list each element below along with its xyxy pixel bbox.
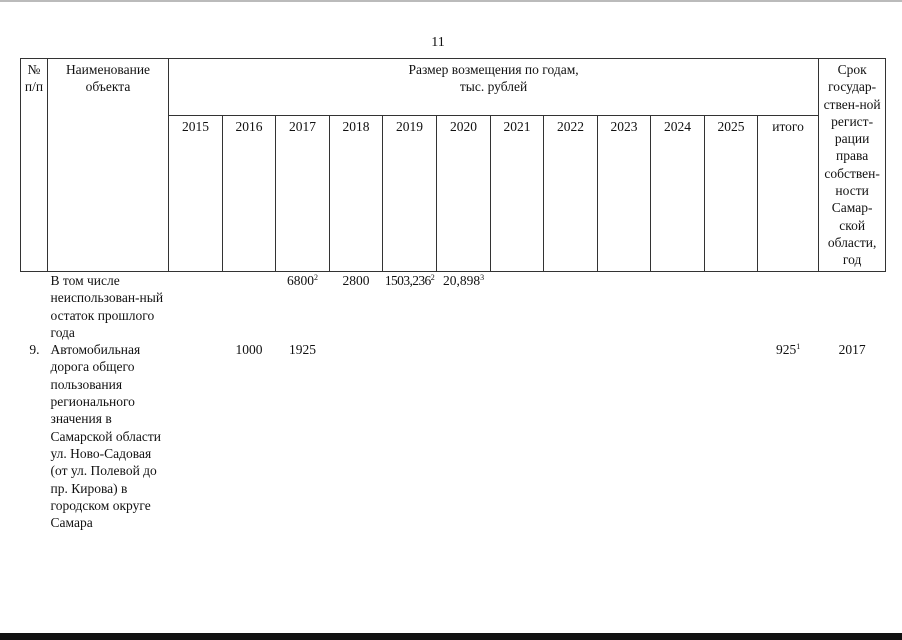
- header-year-2015: 2015: [169, 116, 223, 272]
- header-amount: [169, 59, 819, 116]
- header-year-2016: 2016: [223, 116, 276, 272]
- header-year-2021: 2021: [491, 116, 544, 272]
- cell-value: 1925: [289, 342, 316, 358]
- scan-bottom-edge: [0, 633, 902, 640]
- header-amount-line1: Размер возмещения по годам,: [408, 62, 579, 77]
- cell-2021: [491, 272, 544, 342]
- cell-value: 6800: [287, 273, 314, 288]
- footnote-mark: 1: [796, 342, 801, 352]
- cell-value: 2800: [342, 273, 370, 288]
- cell-total: [758, 272, 819, 342]
- header-year-2024: 2024: [651, 116, 705, 272]
- header-year-2017: 2017: [276, 116, 330, 272]
- cell-2024: [651, 341, 705, 531]
- cell-2016: [223, 272, 276, 342]
- table-row: [21, 341, 886, 531]
- cell-2025: [705, 341, 758, 531]
- header-year-2025: 2025: [705, 116, 758, 272]
- cell-2019: [383, 272, 437, 342]
- cell-value: 925: [775, 342, 797, 358]
- footnote-mark: 2: [314, 273, 318, 282]
- row-name: Автомобильная дорога общего пользования регионального значения в Самарской области ул. Ново-Садовая (от ул. Полевой до пр. Кирова) в городском округе Самара: [50, 342, 162, 531]
- header-deadline: [819, 59, 886, 272]
- header-number: [21, 59, 48, 272]
- footnote-mark: 3: [480, 273, 485, 282]
- row-number: [21, 272, 48, 342]
- table-row: [21, 272, 886, 342]
- header-year-2022: 2022: [544, 116, 598, 272]
- cell-total: [758, 341, 819, 531]
- header-year-2018: 2018: [330, 116, 383, 272]
- table-body: [21, 272, 886, 532]
- header-number-text: № п/п: [24, 62, 44, 95]
- cell-2017: [276, 341, 330, 531]
- cell-2021: [491, 341, 544, 531]
- scan-top-edge: [0, 0, 902, 2]
- compensation-table: [20, 58, 886, 531]
- cell-2017: [276, 272, 330, 342]
- header-year-2023: 2023: [598, 116, 651, 272]
- cell-2024: [651, 272, 705, 342]
- cell-2020: [437, 272, 491, 342]
- cell-deadline: [819, 272, 886, 342]
- cell-2020: [437, 341, 491, 531]
- row-name: В том числе неиспользован-ный остаток прошлого года: [50, 273, 164, 340]
- header-year-2019: 2019: [383, 116, 437, 272]
- cell-2022: [544, 341, 598, 531]
- cell-value: 1503,236: [384, 273, 431, 288]
- header-name-text: Наименование объекта: [65, 62, 151, 95]
- cell-2022: [544, 272, 598, 342]
- cell-2018: [330, 341, 383, 531]
- header-deadline-text: Срок государ-ствен-ной регист-рации права собствен-ности Самар-ской области, год: [823, 62, 881, 268]
- cell-2015: [169, 341, 223, 531]
- cell-value: 1000: [235, 342, 263, 358]
- cell-2019: [383, 341, 437, 531]
- cell-2018: [330, 272, 383, 342]
- cell-2023: [598, 341, 651, 531]
- footnote-mark: 2: [430, 273, 435, 282]
- table-header: [21, 59, 886, 272]
- header-year-2020: 2020: [437, 116, 491, 272]
- cell-2023: [598, 272, 651, 342]
- cell-value: 20,898: [442, 273, 481, 288]
- header-total: итого: [758, 116, 819, 272]
- cell-2016: [223, 341, 276, 531]
- cell-2025: [705, 272, 758, 342]
- header-amount-line2: тыс. рублей: [459, 79, 528, 95]
- cell-deadline: 2017: [838, 342, 866, 358]
- header-name: [48, 59, 169, 272]
- row-number: 9.: [29, 342, 40, 358]
- page-number: 11: [431, 35, 445, 50]
- cell-2015: [169, 272, 223, 342]
